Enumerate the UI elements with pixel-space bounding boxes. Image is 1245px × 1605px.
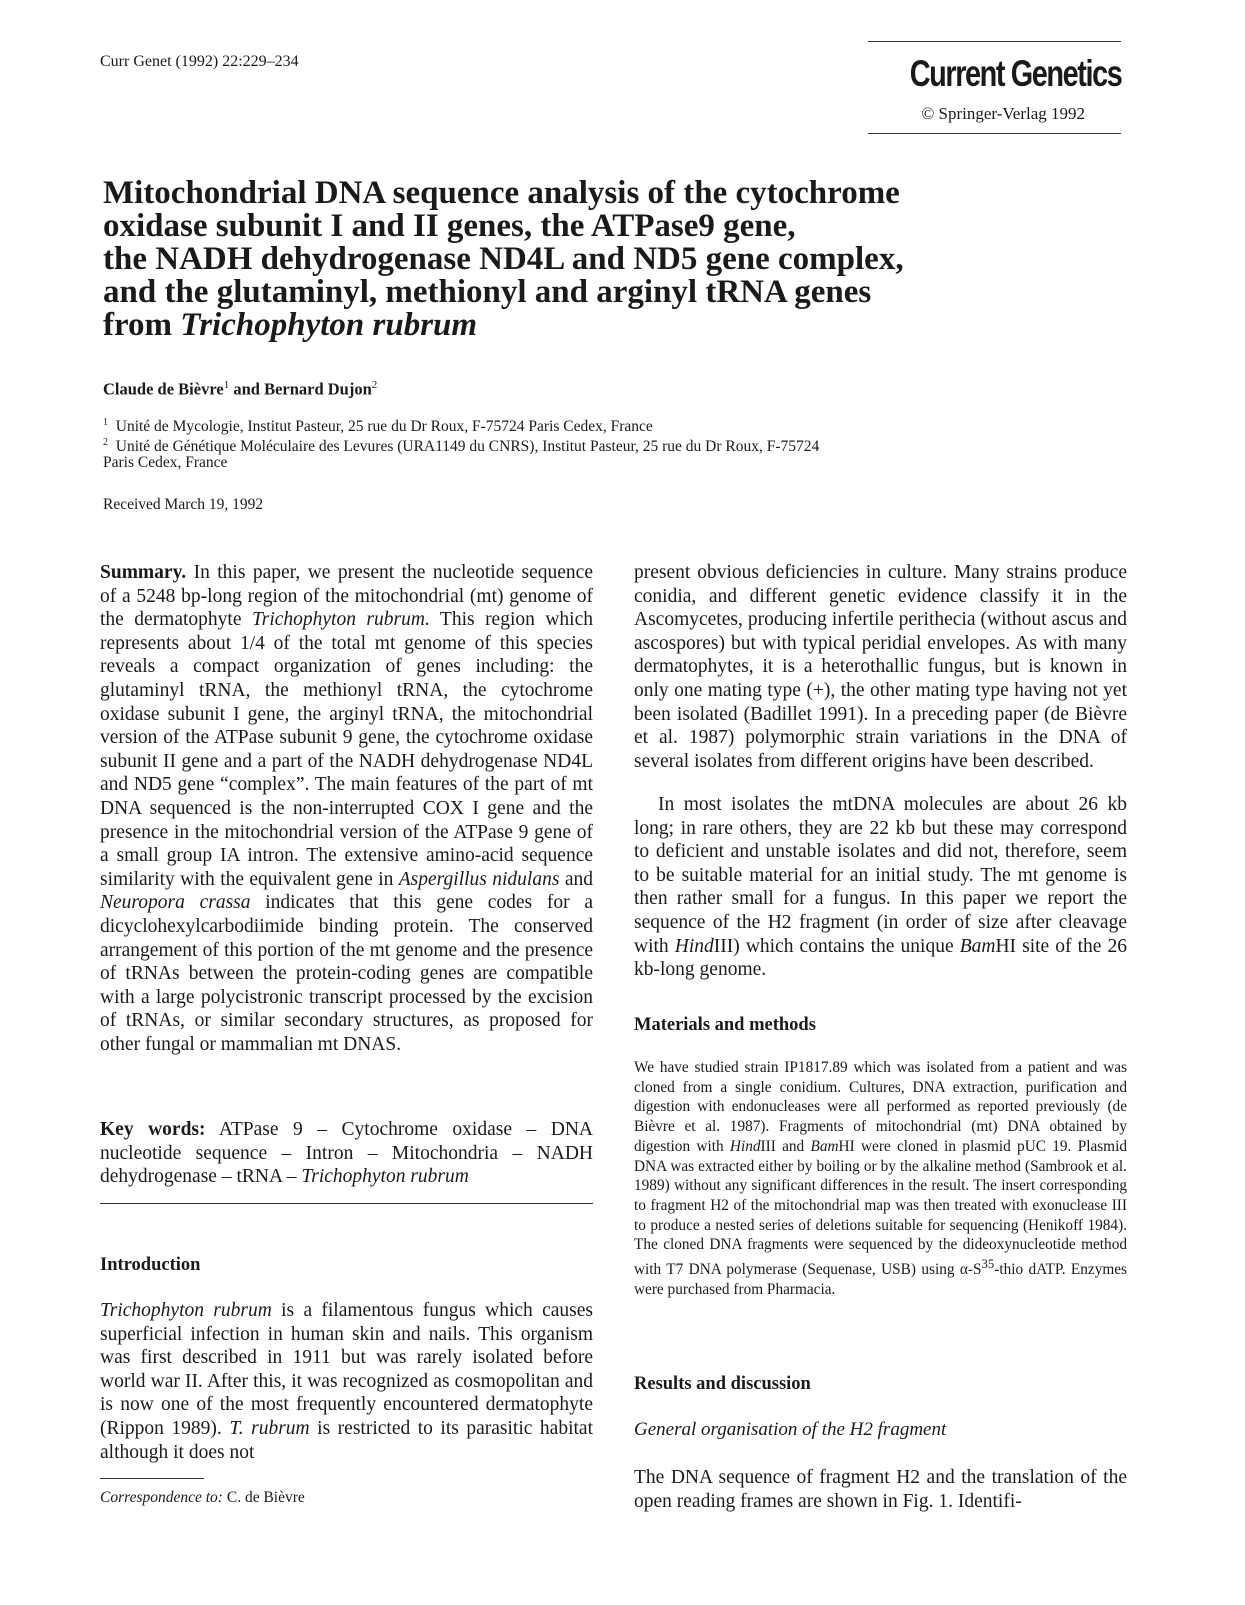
body-text: HI site of the 26 kb-long genome.	[634, 935, 1128, 981]
title-line: oxidase subunit I and II genes, the ATPase9 gene,	[103, 208, 796, 244]
journal-name: Current Genetics	[909, 53, 1121, 94]
author-name: Bernard Dujon	[264, 379, 372, 399]
body-text: III) which contains the unique	[713, 935, 960, 957]
article-title	[103, 177, 1063, 342]
enzyme-name: Bam	[810, 1137, 839, 1155]
authors	[103, 379, 377, 400]
copyright: © Springer-Verlag 1992	[921, 104, 1085, 123]
journal-rule-bottom	[868, 133, 1121, 134]
enzyme-name: Bam	[959, 935, 996, 957]
summary-text: and	[559, 868, 593, 890]
subsection-heading: General organisation of the H2 fragment	[634, 1419, 947, 1440]
keywords-label: Key words:	[100, 1119, 206, 1140]
author-conjunction: and	[229, 379, 265, 399]
body-text: is a filamentous fungus which causes superficial infection in human skin and nails. This organism was first described in 1911 but was rarely isolated before world war II. After this, it was recognized as cosmopolitan and is now one of the most frequently encountered dermatophyte (Rippon 1989).	[100, 1300, 594, 1439]
body-text: is restricted to its parasitic habitat although it does not	[100, 1417, 593, 1463]
body-paragraph: present obvious deficiencies in culture. Many strains produce conidia, and different genetic evidence classify it in the Ascomycetes, producing infertile perithecia (without ascus and ascospores) but with typical peridial envelopes. As with many dermatophytes, it is a heterothallic fungus, but is known in only one mating type (+), the other mating type having not yet been isolated (Badillet 1991). In a preceding paper (de Bièvre et al. 1987) polymorphic strain variations in the DNA of several isolates from different origins have been described.	[634, 562, 1127, 772]
affiliation-text: Paris Cedex, France	[103, 454, 228, 471]
correspondence	[100, 1489, 305, 1507]
affiliation-text: Unité de Mycologie, Institut Pasteur, 25 rue du Dr Roux, F-75724 Paris Cedex, France	[115, 418, 653, 436]
affiliation	[103, 453, 227, 473]
section-heading-results: Results and discussion	[634, 1374, 811, 1394]
author-affil-mark: 2	[371, 379, 378, 391]
section-heading-introduction: Introduction	[100, 1255, 201, 1275]
section-heading-methods: Materials and methods	[634, 1015, 816, 1035]
footnote-divider	[100, 1478, 204, 1479]
abstract-divider	[100, 1203, 593, 1204]
summary-label: Summary.	[100, 562, 187, 583]
journal-citation: Curr Genet (1992) 22:229–234	[100, 53, 299, 70]
summary-paragraph	[100, 561, 593, 1056]
body-paragraph	[634, 793, 1127, 982]
body-text: HI were cloned in plasmid pUC 19. Plasmid DNA was extracted either by boiling or by the alkaline method (Sambrook et al. 1989) without any significant differences in the result. The insert corresponding to fragment H2 of the mitochondrial map was then treated with exonuclease III to produce a nested series of deletions suitable for sequencing (Henikoff 1984). The cloned DNA fragments were sequenced by the dideoxynucleotide method with T7 DNA polymerase (Sequenase, USB) using α-S	[634, 1137, 1127, 1279]
author-affil-mark: 1	[223, 379, 230, 391]
species-name: Trichophyton rubrum	[100, 1300, 272, 1321]
body-text: We have studied strain IP1817.89 which was isolated from a patient and was cloned from a single conidium. Cultures, DNA extraction, purification and digestion with endonucleases were all performed as reported previously (de Bièvre et al. 1987). Fragments of mitochondrial (mt) DNA obtained by digestion with	[634, 1059, 1127, 1155]
summary-text: indicates that this gene codes for a dicyclohexylcarbodiimide binding protein. The conserved arrangement of this portion of the mt genome and the presence of tRNAs between the protein-coding genes are compatible with a large polycistronic transcript processed by the excision of tRNAs, or similar secondary structures, as proposed for other fungal or mammalian mt DNAS.	[100, 892, 593, 1055]
methods-paragraph	[634, 1058, 1127, 1300]
results-paragraph: The DNA sequence of fragment H2 and the translation of the open reading frames are shown in Fig. 1. Identifi-	[634, 1467, 1127, 1512]
affiliation-text: Unité de Génétique Moléculaire des Levures (URA1149 du CNRS), Institut Pasteur, 25 rue du Dr Roux, F-75724	[115, 438, 820, 456]
body-text: In most isolates the mtDNA molecules are about 26 kb long; in rare others, they are 22 kb but these may correspond to deficient and unstable isolates and did not, therefore, seem to be suitable material for an initial study. The mt genome is then rather small for a fungus. In this paper we report the sequence of the H2 fragment (in order of size after cleavage with	[634, 794, 1127, 957]
species-name: Trichophyton rubrum.	[251, 609, 430, 631]
body-text: -thio dATP. Enzymes were purchased from Pharmacia.	[634, 1261, 1127, 1298]
species-name: Neuropora crassa	[100, 892, 251, 914]
title-line: and the glutaminyl, methionyl and arginyl tRNA genes	[103, 274, 872, 310]
title-line: the NADH dehydrogenase ND4L and ND5 gene complex,	[103, 241, 904, 277]
body-text: III and	[760, 1137, 811, 1155]
title-line: from	[103, 307, 181, 343]
affiliation-mark: 2	[103, 437, 108, 448]
species-name: T. rubrum	[229, 1417, 310, 1439]
enzyme-name: Hind	[729, 1137, 761, 1155]
title-species: Trichophyton rubrum	[180, 307, 478, 343]
enzyme-name: Hind	[674, 935, 714, 957]
journal-rule-top	[868, 41, 1121, 42]
affiliation-mark: 1	[103, 417, 108, 428]
correspondence-label: Correspondence to:	[100, 1489, 223, 1506]
author-name: Claude de Bièvre	[103, 379, 224, 399]
keywords	[100, 1118, 593, 1189]
isotope-superscript: 35	[981, 1257, 995, 1272]
species-name: Trichophyton rubrum	[301, 1166, 469, 1188]
species-name: Aspergillus nidulans	[398, 868, 560, 890]
summary-text: This region which represents about 1/4 of the total mt genome of this species reveals a compact organization of genes including: the glutaminyl tRNA, the methionyl tRNA, the cytochrome oxidase subunit I gene, the arginyl tRNA, the mitochondrial version of the ATPase subunit 9 gene, the cytochrome oxidase subunit II gene and a part of the NADH dehydrogenase ND4L and ND5 gene “complex”. The main features of the part of mt DNA sequenced is the non-interrupted COX I gene and the presence in the mitochondrial version of the ATPase 9 gene of a small group IA intron. The extensive amino-acid sequence similarity with the equivalent gene in	[100, 609, 593, 890]
correspondence-name: C. de Bièvre	[222, 1489, 305, 1506]
title-line: Mitochondrial DNA sequence analysis of the cytochrome	[103, 175, 900, 211]
summary-text: In this paper, we present the nucleotide sequence of a 5248 bp-long region of the mitochondrial (mt) genome of the dermatophyte	[100, 562, 593, 631]
introduction-paragraph	[100, 1299, 593, 1464]
received-date: Received March 19, 1992	[103, 496, 264, 513]
keywords-text: ATPase 9 – Cytochrome oxidase – DNA nucleotide sequence – Intron – Mitochondria – NADH dehydrogenase – tRNA –	[100, 1119, 593, 1188]
